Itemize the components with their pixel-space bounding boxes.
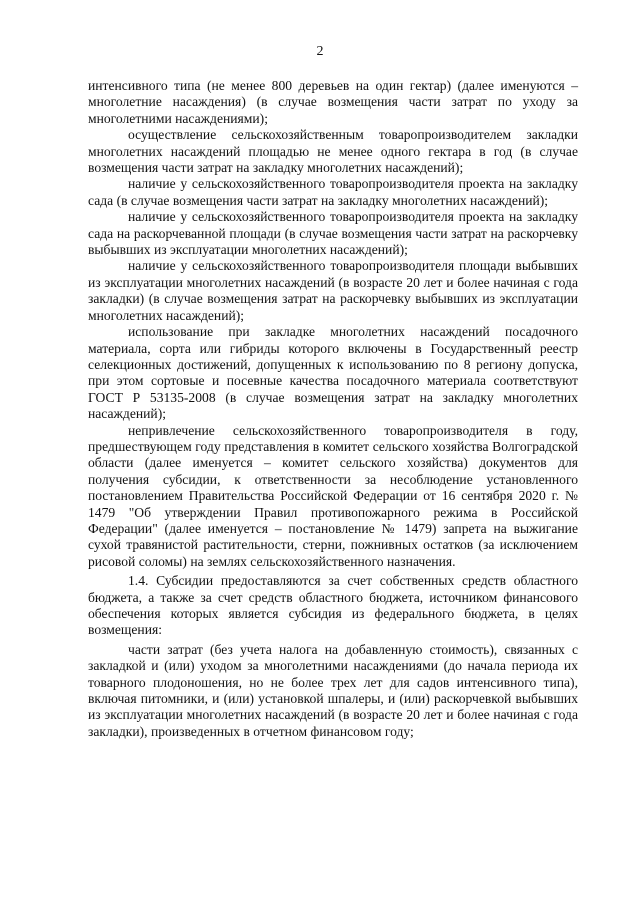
- paragraph-3: наличие у сельскохозяйственного товаропроизводителя проекта на закладку сада (в случае возмещения части затрат на закладку многолетних насаждений);: [88, 176, 578, 208]
- paragraph-7: непривлечение сельскохозяйственного товаропроизводителя в году, предшествующем году представления в комитет сельского хозяйства Волгоградской области (далее именуется – комитет сельского хозяйства) документов для получения субсидии, к ответственности за несоблюдение установленного постановлением Правительства Российской Федерации от 16 сентября 2020 г. № 1479 "Об утверждении Правил противопожарного режима в Российской Федерации" (далее именуется – постановление № 1479) запрета на выжигание сухой травянистой растительности, стерни, пожнивных остатков (за исключением рисовой соломы) на землях сельскохозяйственного назначения.: [88, 422, 578, 569]
- paragraph-1: интенсивного типа (не менее 800 деревьев на один гектар) (далее именуются – многолетние насаждения) (в случае возмещения части затрат по уходу за многолетними насаждениями);: [88, 78, 578, 126]
- page-number: 2: [316, 44, 324, 59]
- paragraph-5: наличие у сельскохозяйственного товаропроизводителя площади выбывших из эксплуатации многолетних насаждений (в возрасте 20 лет и более начиная с года закладки) (в случае возмещения затрат на раскорчевку выбывших из эксплуатации многолетних насаждений);: [88, 258, 578, 323]
- paragraph-8: 1.4. Субсидии предоставляются за счет собственных средств областного бюджета, а также за счет средств областного бюджета, источником финансового обеспечения которых является субсидия из федерального бюджета, в целях возмещения:: [88, 573, 578, 638]
- paragraph-9: части затрат (без учета налога на добавленную стоимость), связанных с закладкой и (или) уходом за многолетними насаждениями (до начала периода их товарного плодоношения, но не более трех лет для садов интенсивного типа), включая питомники, и (или) установкой шпалеры, и (или) раскорчевкой выбывших из эксплуатации многолетних насаждений (в возрасте 20 лет и более начиная с года закладки), произведенных в отчетном финансовом году;: [88, 641, 578, 739]
- paragraph-2: осуществление сельскохозяйственным товаропроизводителем закладки многолетних насаждений площадью не менее одного гектара в год (в случае возмещения части затрат на закладку многолетних насаждений);: [88, 127, 578, 176]
- paragraph-6: использование при закладке многолетних насаждений посадочного материала, сорта или гибриды которого включены в Государственный реестр селекционных достижений, допущенных к использованию по 8 региону допуска, при этом сортовые и посевные качества посадочного материала соответствуют ГОСТ Р 53135-2008 (в случае возмещения затрат на закладку многолетних насаждений);: [88, 324, 578, 422]
- document-body: [88, 78, 578, 740]
- paragraph-4: наличие у сельскохозяйственного товаропроизводителя проекта на закладку сада на раскорчеванной площади (в случае возмещения части затрат на раскорчевку выбывших из эксплуатации многолетних насаждений);: [88, 209, 578, 258]
